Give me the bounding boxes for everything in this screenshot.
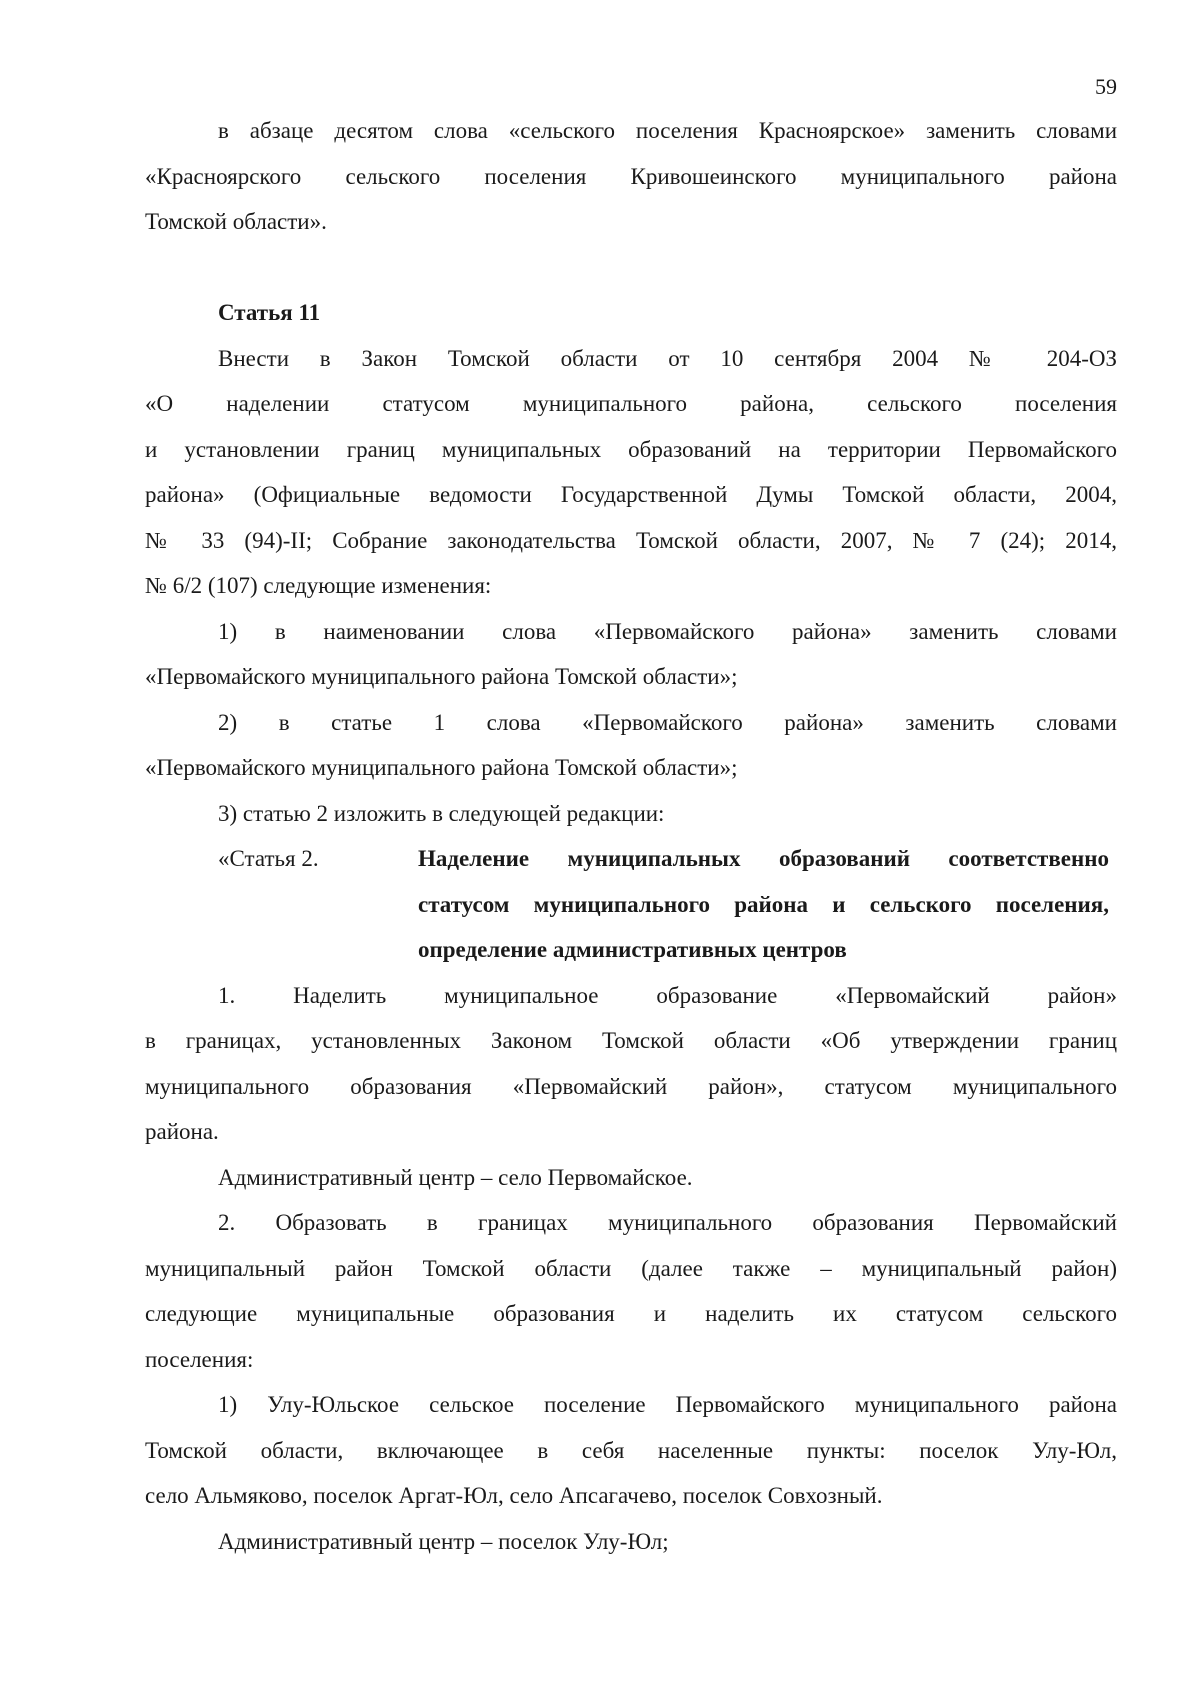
text-line: поселения: — [145, 1346, 254, 1372]
text-line: 2. Образовать в границах муниципального образования Первомайский — [218, 1210, 1117, 1235]
text-line: муниципального образования «Первомайский район», статусом муниципального — [145, 1073, 1117, 1099]
text-line: Внести в Закон Томской области от 10 сентября 2004 № 204-ОЗ — [218, 345, 1117, 371]
list-item-line: 3) статью 2 изложить в следующей редакции: — [218, 800, 665, 826]
article-2-heading — [145, 836, 1117, 973]
text-line: района. — [145, 1119, 219, 1144]
text-line: 1) Улу-Юльское сельское поселение Первомайского муниципального района — [218, 1392, 1117, 1417]
text-line: Томской области». — [145, 209, 327, 234]
text-line: «Красноярского сельского поселения Кривошеинского муниципального района — [145, 163, 1117, 189]
article-2-title — [418, 836, 1117, 973]
text-line: 1. Наделить муниципальное образование «Первомайский район» — [218, 982, 1117, 1008]
document-body — [145, 108, 1117, 1564]
article-2-title-line: статусом муниципального района и сельского поселения, — [418, 891, 1109, 917]
text-line: «О наделении статусом муниципального района, сельского поселения — [145, 391, 1117, 416]
text-line: Административный центр – поселок Улу-Юл; — [218, 1528, 669, 1554]
text-line: Томской области, включающее в себя населенные пункты: поселок Улу-Юл, — [145, 1437, 1117, 1463]
blank-line — [145, 245, 1117, 291]
text-line: Административный центр – село Первомайское. — [218, 1164, 693, 1190]
text-line: № 33 (94)-II; Собрание законодательства Томской области, 2007, № 7 (24); 2014, — [145, 527, 1117, 553]
text-line: района» (Официальные ведомости Государственной Думы Томской области, 2004, — [145, 482, 1117, 507]
text-line: муниципальный район Томской области (далее также – муниципальный район) — [145, 1255, 1117, 1281]
text-line: в границах, установленных Законом Томской области «Об утверждении границ — [145, 1028, 1117, 1053]
page-number: 59 — [1095, 74, 1117, 99]
text-line: в абзаце десятом слова «сельского поселения Красноярское» заменить словами — [218, 118, 1117, 143]
text-line: и установлении границ муниципальных образований на территории Первомайского — [145, 436, 1117, 462]
article-2-title-line: Наделение муниципальных образований соответственно — [418, 846, 1109, 871]
list-item-line: «Первомайского муниципального района Томской области»; — [145, 664, 738, 689]
article-heading: Статья 11 — [218, 300, 321, 325]
list-item-line: «Первомайского муниципального района Томской области»; — [145, 755, 738, 780]
text-line: следующие муниципальные образования и наделить их статусом сельского — [145, 1301, 1117, 1326]
article-2-label: «Статья 2. — [218, 846, 319, 871]
article-2-title-line: определение административных центров — [418, 937, 847, 962]
text-line: село Альмяково, поселок Аргат-Юл, село Апсагачево, поселок Совхозный. — [145, 1483, 883, 1508]
list-item-line: 1) в наименовании слова «Первомайского района» заменить словами — [218, 618, 1117, 644]
text-line: № 6/2 (107) следующие изменения: — [145, 573, 492, 598]
list-item-line: 2) в статье 1 слова «Первомайского района» заменить словами — [218, 709, 1117, 735]
